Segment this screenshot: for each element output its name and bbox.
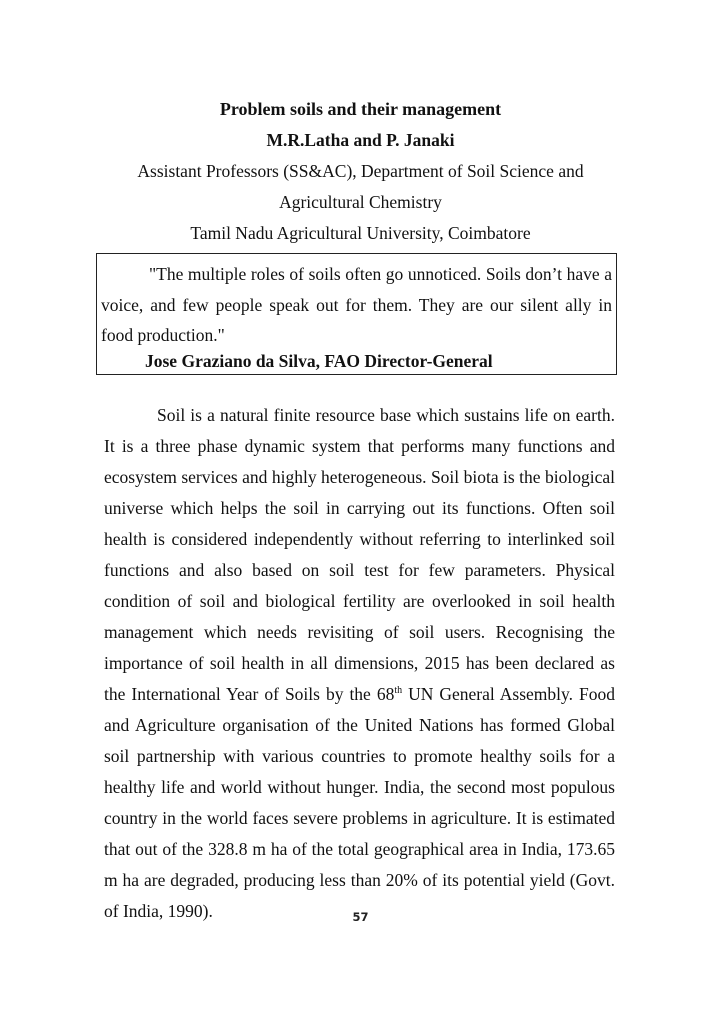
affiliation-line-1: Assistant Professors (SS&AC), Department of Soil Science and [137, 161, 584, 181]
body-text-part-1: Soil is a natural finite resource base which sustains life on earth. It is a three phase dynamic system that performs many functions and ecosystem services and highly heterogeneous. Soil biota is the biological universe which helps the soil in carrying out its functions. Often soil health is considered independently without referring to interlinked soil functions and also based on soil test for few parameters. Physical condition of soil and biological fertility are overlooked in soil health management which needs revisiting of soil users. Recognising the importance of soil health in all dimensions, 2015 has been declared as the International Year of Soils by the 68 [104, 405, 615, 704]
page-title: Problem soils and their management [219, 99, 502, 119]
affiliation-line-2: Agricultural Chemistry [279, 192, 442, 212]
body-text-part-2: UN General Assembly. Food and Agriculture organisation of the United Nations has formed Global soil partnership with various countries to promote healthy soils for a healthy life and world without hunger. India, the second most populous country in the world faces severe problems in agriculture. It is estimated that out of the 328.8 m ha of the total geographical area in India, 173.65 m ha are degraded, producing less than 20% of its potential yield (Govt. of India, 1990). [104, 684, 615, 921]
quote-box [96, 253, 617, 375]
page-number: 57 [352, 910, 369, 924]
ordinal-superscript: th [394, 685, 403, 696]
body-paragraph [104, 400, 615, 927]
quote-attribution: Jose Graziano da Silva, FAO Director-General [145, 351, 493, 371]
affiliation-line-3: Tamil Nadu Agricultural University, Coimbatore [190, 223, 531, 243]
quote-text: "The multiple roles of soils often go unnoticed. Soils don’t have a voice, and few people speak out for them. They are our silent ally in food production." [101, 264, 612, 345]
author-names: M.R.Latha and P. Janaki [266, 130, 455, 150]
